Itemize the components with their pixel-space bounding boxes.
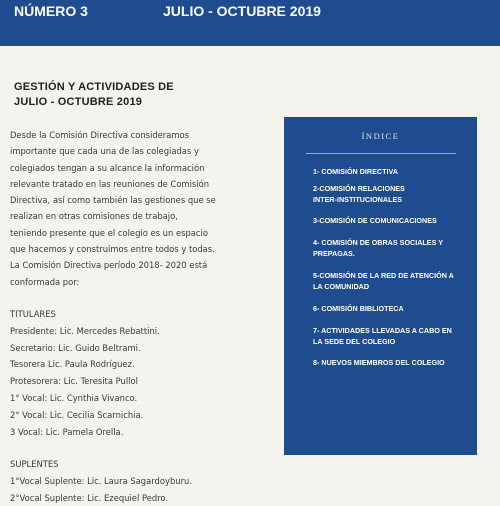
index-item-3[interactable] <box>313 215 473 226</box>
intro-line: conformada por: <box>10 276 80 287</box>
index-item-8[interactable] <box>313 357 473 368</box>
intro-paragraph <box>10 127 272 290</box>
index-item-line: 6- COMISIÓN BIBLIOTECA <box>313 304 404 313</box>
index-divider <box>306 153 456 154</box>
index-item-line: 7- ACTIVIDADES LLEVADAS A CABO EN <box>313 326 452 335</box>
member-line: 3 Vocal: Lic. Pamela Orella. <box>10 426 124 437</box>
index-item-line: 3-COMISIÓN DE COMUNICACIONES <box>313 216 437 225</box>
member-line: Secretario: Lic. Guido Beltrami. <box>10 342 141 353</box>
suplentes-heading: SUPLENTES <box>10 459 59 469</box>
titulares-heading: TITULARES <box>10 309 56 319</box>
intro-line: que hacemos y construimos entre todos y todas. <box>10 244 215 255</box>
index-item-2[interactable] <box>313 183 473 205</box>
member-line: 1° Vocal: Lic. Cynthia Vivanco. <box>10 392 138 403</box>
intro-line: Desde la Comisión Directiva consideramos <box>10 130 190 140</box>
index-item-4[interactable] <box>313 237 473 259</box>
intro-line: colegiados tengan a su alcance la información <box>10 162 205 173</box>
titulares-list <box>10 306 160 440</box>
member-line: Tesorera Lic. Paula Rodríguez. <box>10 359 135 370</box>
issue-period: JULIO - OCTUBRE 2019 <box>163 3 321 19</box>
member-line: 2°Vocal Suplente: Lic. Ezequiel Pedro. <box>10 492 169 503</box>
index-item-line: 1- COMISIÓN DIRECTIVA <box>313 167 398 176</box>
index-panel <box>284 117 477 455</box>
section-title-line-2: JULIO - OCTUBRE 2019 <box>14 96 143 108</box>
intro-line: importante que cada una de las colegiadas y <box>10 146 199 157</box>
intro-line: teniendo presente que el colegio es un espacio <box>10 227 208 238</box>
index-item-line: PREPAGAS. <box>313 249 355 258</box>
suplentes-list <box>10 456 192 506</box>
section-title-line-1: GESTIÓN Y ACTIVIDADES DE <box>14 81 174 93</box>
index-item-1[interactable] <box>313 166 473 177</box>
index-item-line: 2-COMISIÓN RELACIONES <box>313 184 405 193</box>
section-title <box>14 80 174 110</box>
index-item-line: 5-COMISIÓN DE LA RED DE ATENCIÓN A <box>313 271 454 280</box>
index-item-line: LA COMUNIDAD <box>313 282 370 291</box>
intro-line: relevante tratado en las reuniones de Comisión <box>10 178 210 189</box>
index-item-7[interactable] <box>313 325 473 347</box>
index-item-6[interactable] <box>313 303 473 314</box>
index-item-line: LA SEDE DEL COLEGIO <box>313 337 396 346</box>
index-item-line: INTER-INSTITUCIONALES <box>313 195 403 204</box>
intro-line: Directiva, así como también las gestiones que se <box>10 195 216 206</box>
index-item-5[interactable] <box>313 270 473 292</box>
index-item-line: 8- NUEVOS MIEMBROS DEL COLEGIO <box>313 358 445 367</box>
member-line: Presidente: Lic. Mercedes Rebattini. <box>10 325 160 336</box>
member-line: 1°Vocal Suplente: Lic. Laura Sagardoyburu. <box>10 475 192 486</box>
index-item-line: 4- COMISIÓN DE OBRAS SOCIALES Y <box>313 238 444 247</box>
newsletter-header <box>0 0 500 46</box>
intro-line: realizan en otras comisiones de trabajo, <box>10 211 178 222</box>
index-title: ÍNDICE <box>361 131 400 141</box>
member-line: 2° Vocal: Lic. Cecilia Scarnichia. <box>10 409 144 420</box>
issue-number: NÚMERO 3 <box>14 3 88 19</box>
intro-line: La Comisión Directiva período 2018- 2020 está <box>10 260 208 271</box>
member-line: Protesorera: Lic. Teresita Pullol <box>10 376 138 387</box>
